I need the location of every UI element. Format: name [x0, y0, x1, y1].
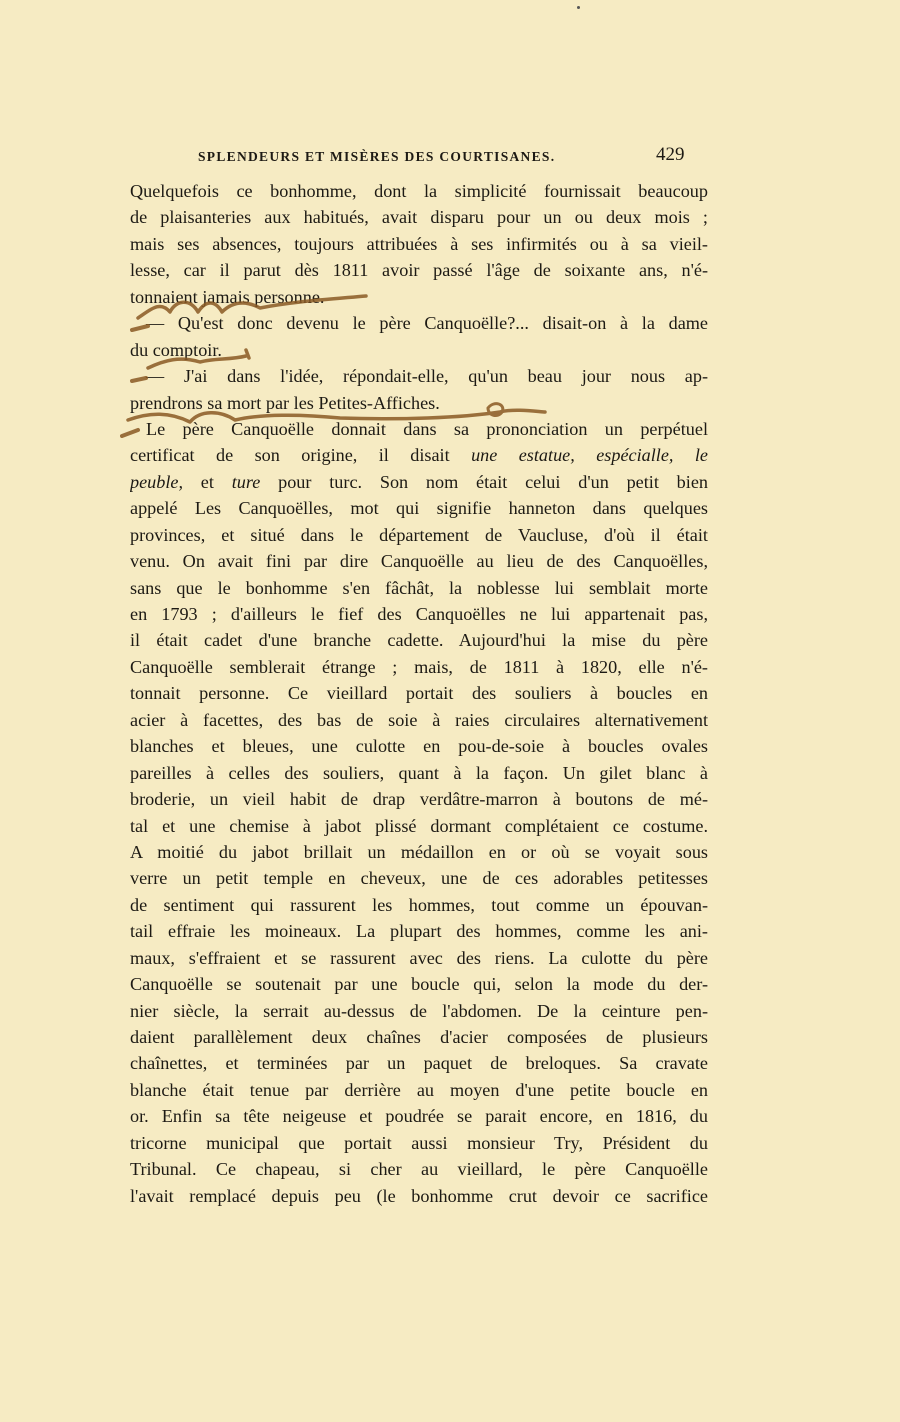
text-line: venu. On avait fini par dire Canquoëlle au lieu de des Canquoëlles,: [130, 551, 708, 572]
text-line: blanches et bleues, une culotte en pou-de-soie à boucles ovales: [130, 736, 708, 757]
page-number: 429: [656, 144, 685, 165]
text-line: nier siècle, la serrait au-dessus de l'abdomen. De la ceinture pen-: [130, 1000, 708, 1021]
page-body-text: [130, 178, 708, 1209]
italic-text: peuble,: [130, 471, 184, 492]
text-segment: certificat de son origine, il disait: [130, 445, 472, 466]
text-line: chaînettes, et terminées par un paquet de breloques. Sa cravate: [130, 1053, 708, 1074]
text-line: broderie, un vieil habit de drap verdâtre-marron à boutons de mé-: [130, 789, 708, 810]
text-line: appelé Les Canquoëlles, mot qui signifie hanneton dans quelques: [130, 498, 708, 519]
text-segment: et: [183, 471, 232, 492]
text-line: Quelquefois ce bonhomme, dont la simplicité fournissait beaucoup: [130, 181, 708, 201]
text-line: tal et une chemise à jabot plissé dormant complétaient ce costume.: [130, 815, 708, 836]
text-line: de sentiment qui rassurent les hommes, tout comme un épouvan-: [130, 894, 708, 915]
text-line: mais ses absences, toujours attribuées à ses infirmités ou à sa vieil-: [130, 233, 708, 254]
text-line: verre un petit temple en cheveux, une de ces adorables petitesses: [130, 868, 708, 889]
running-title: SPLENDEURS ET MISÈRES DES COURTISANES.: [198, 149, 556, 164]
text-line: daient parallèlement deux chaînes d'acier composées de plusieurs: [130, 1027, 708, 1047]
text-line: Canquoëlle semblerait étrange ; mais, de 1811 à 1820, elle n'é-: [130, 656, 708, 677]
text-line: — Qu'est donc devenu le père Canquoëlle?... disait-on à la dame: [146, 313, 708, 334]
text-line: lesse, car il parut dès 1811 avoir passé l'âge de soixante ans, n'é-: [130, 260, 708, 281]
text-line: acier à facettes, des bas de soie à raies circulaires alternativement: [130, 709, 708, 730]
text-line: [130, 442, 708, 468]
text-line: or. Enfin sa tête neigeuse et poudrée se parait encore, en 1816, du: [130, 1106, 708, 1127]
text-line: pareilles à celles des souliers, quant à la façon. Un gilet blanc à: [130, 762, 708, 783]
text-line: Le père Canquoëlle donnait dans sa prononciation un perpétuel: [146, 418, 708, 439]
italic-text: une estatue, espécialle, le: [471, 445, 708, 466]
text-line: sans que le bonhomme s'en fâchât, la noblesse lui semblait morte: [130, 577, 708, 598]
text-segment: pour turc. Son nom était celui d'un petit bien: [260, 471, 708, 492]
text-line: Tribunal. Ce chapeau, si cher au vieillard, le père Canquoëlle: [130, 1159, 708, 1180]
italic-text: ture: [231, 471, 261, 492]
text-line: Canquoëlle se soutenait par une boucle qui, selon la mode du der-: [130, 974, 708, 995]
text-line: tricorne municipal que portait aussi monsieur Try, Président du: [130, 1132, 708, 1153]
text-line: — J'ai dans l'idée, répondait-elle, qu'un beau jour nous ap-: [146, 366, 708, 387]
text-line: tail effraie les moineaux. La plupart des hommes, comme les ani-: [130, 921, 708, 942]
text-line: A moitié du jabot brillait un médaillon en or où se voyait sous: [130, 841, 708, 862]
text-line: blanche était tenue par derrière au moyen d'une petite boucle en: [130, 1079, 708, 1100]
text-line: tonnaient jamais personne.: [130, 286, 325, 307]
text-line: de plaisanteries aux habitués, avait disparu pour un ou deux mois ;: [130, 207, 708, 228]
text-line: en 1793 ; d'ailleurs le fief des Canquoëlles ne lui appartenait pas,: [130, 604, 708, 624]
text-line: provinces, et situé dans le département de Vaucluse, d'où il était: [130, 524, 708, 545]
text-line: tonnait personne. Ce vieillard portait des souliers à boucles en: [130, 683, 708, 704]
scan-speck: [577, 6, 580, 9]
text-line: il était cadet d'une branche cadette. Aujourd'hui la mise du père: [130, 630, 708, 651]
text-line: l'avait remplacé depuis peu (le bonhomme crut devoir ce sacrifice: [130, 1185, 708, 1206]
text-line: du comptoir.: [130, 339, 222, 360]
text-line: [130, 469, 708, 495]
text-line: maux, s'effraient et se rassurent avec des riens. La culotte du père: [130, 947, 708, 968]
text-line: prendrons sa mort par les Petites-Affiches.: [130, 392, 440, 413]
